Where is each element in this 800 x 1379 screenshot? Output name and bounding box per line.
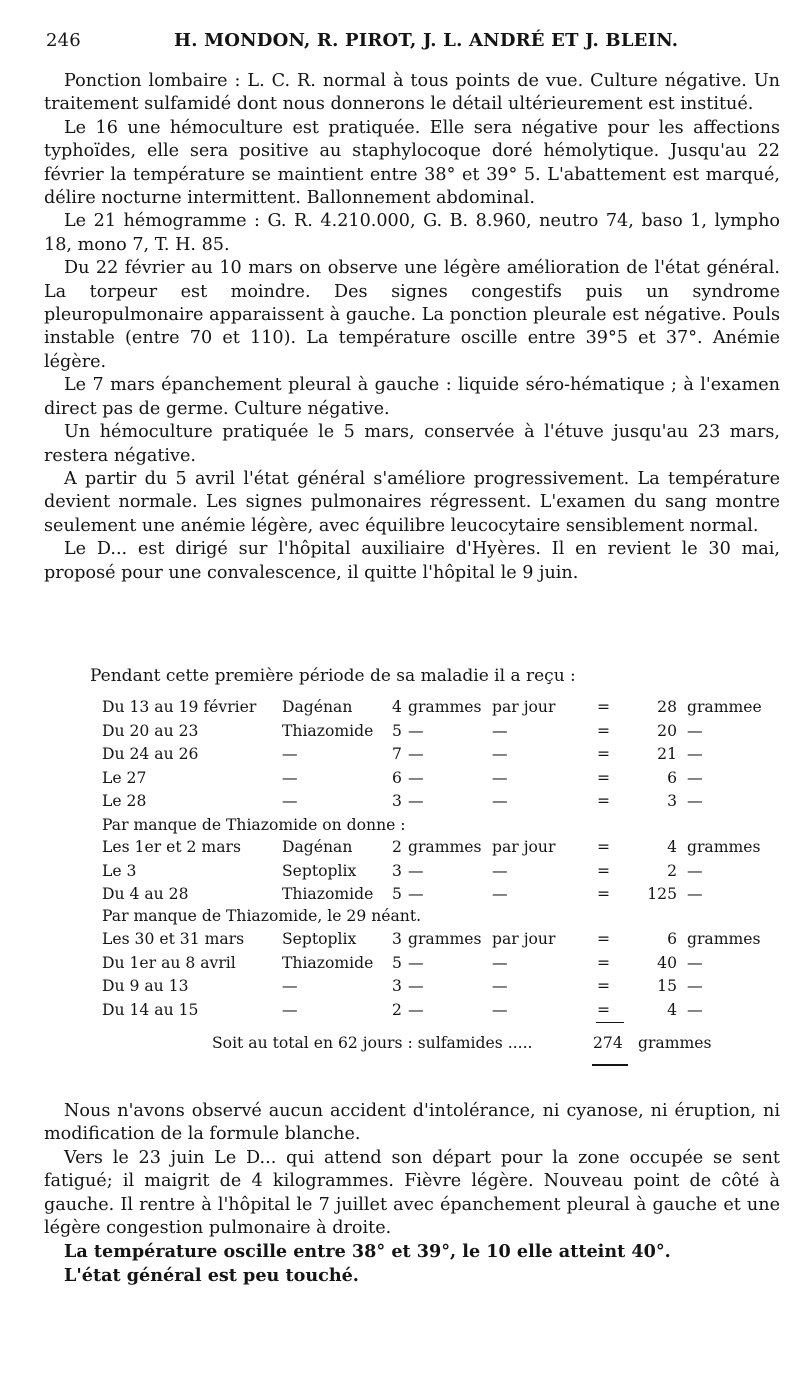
dosage-per-day: — [492, 861, 508, 880]
dosage-total-unit: — [687, 1000, 703, 1019]
dosage-per-day: — [492, 768, 508, 787]
treatment-intro: Pendant cette première période de sa maladie il a reçu : [90, 666, 576, 686]
dosage-unit: — [408, 885, 424, 903]
dosage-grams: 4 [392, 698, 402, 716]
dosage-equals: = [597, 838, 611, 856]
paragraph: Un hémoculture pratiquée le 5 mars, conservée à l'étuve jusqu'au 23 mars, restera négative. [44, 422, 780, 466]
dosage-grams: 6 [392, 768, 402, 787]
dosage-total: 20 [657, 721, 677, 740]
dosage-unit: grammes [408, 698, 482, 716]
dosage-equals: = [597, 698, 611, 716]
treatment-note: Par manque de Thiazomide on donne : [102, 816, 406, 834]
paragraph: Du 22 février au 10 mars on observe une légère amélioration de l'état général. La torpeur est moindre. Des signes congestifs puis un syndrome pleuropulmonaire apparaissent à gauche. La ponction pleurale est négative. Pouls instable (entre 70 et 110). La température oscille entre 39°5 et 37°. Anémie légère. [44, 258, 780, 372]
page-number: 246 [46, 30, 81, 51]
dosage-total-unit: grammes [687, 930, 761, 948]
dosage-equals: = [597, 930, 611, 948]
dosage-grams: 2 [392, 1000, 402, 1019]
dosage-total: 6 [667, 930, 677, 948]
dosage-equals: = [597, 861, 611, 880]
dosage-unit: — [408, 768, 424, 787]
paragraph: La température oscille entre 38° et 39°, le 10 elle atteint 40°. [64, 1241, 671, 1263]
dosage-per-day: par jour [492, 698, 556, 716]
dosage-unit: grammes [408, 838, 482, 856]
sum-rule [596, 1022, 624, 1023]
dosage-unit: — [408, 977, 424, 995]
dosage-grams: 3 [392, 977, 402, 995]
dosage-drug: — [282, 977, 298, 995]
dosage-drug: Dagénan [282, 838, 353, 856]
dosage-drug: — [282, 792, 298, 810]
dosage-equals: = [597, 977, 611, 995]
dosage-unit: — [408, 745, 424, 763]
dosage-total: 21 [657, 745, 677, 763]
dosage-date: Du 24 au 26 [102, 745, 199, 763]
paragraph: Vers le 23 juin Le D... qui attend son départ pour la zone occupée se sent fatigué; il maigrit de 4 kilogrammes. Fièvre légère. Nouveau point de côté à gauche. Il rentre à l'hôpital le 7 juillet avec épanchement pleural à gauche et une légère congestion pulmonaire à droite. [44, 1147, 780, 1239]
dosage-drug: Thiazomide [282, 953, 374, 972]
paragraph: L'état général est peu touché. [64, 1264, 359, 1286]
dosage-total: 4 [667, 838, 677, 856]
dosage-date: Du 20 au 23 [102, 721, 199, 740]
dosage-date: Du 9 au 13 [102, 977, 189, 995]
dosage-total-unit: — [687, 768, 703, 787]
page-header [46, 30, 760, 58]
dosage-per-day: — [492, 885, 508, 903]
dosage-grams: 5 [392, 721, 402, 740]
dosage-drug: Septoplix [282, 930, 357, 948]
dosage-total-unit: — [687, 977, 703, 995]
dosage-total: 28 [657, 698, 677, 716]
dosage-date: Du 1er au 8 avril [102, 953, 236, 972]
dosage-per-day: — [492, 953, 508, 972]
dosage-date: Du 13 au 19 février [102, 698, 257, 716]
dosage-drug: — [282, 1000, 298, 1019]
dosage-date: Les 30 et 31 mars [102, 930, 245, 948]
dosage-equals: = [597, 885, 611, 903]
dosage-per-day: — [492, 745, 508, 763]
running-title: H. MONDON, R. PIROT, J. L. ANDRÉ ET J. BLEIN. [174, 30, 679, 51]
dosage-per-day: — [492, 792, 508, 810]
dosage-drug: — [282, 745, 298, 763]
dosage-per-day: par jour [492, 930, 556, 948]
dosage-per-day: — [492, 721, 508, 740]
dosage-total-unit: grammes [687, 838, 761, 856]
dosage-unit: — [408, 721, 424, 740]
paragraph: A partir du 5 avril l'état général s'améliore progressivement. La température devient normale. Les signes pulmonaires régressent. L'examen du sang montre seulement une anémie légère, avec équilibre leucocytaire sensiblement normal. [44, 468, 780, 536]
dosage-equals: = [597, 745, 611, 763]
dosage-per-day: — [492, 977, 508, 995]
dosage-unit: — [408, 953, 424, 972]
dosage-date: Le 28 [102, 792, 147, 810]
paragraph: Le D... est dirigé sur l'hôpital auxiliaire d'Hyères. Il en revient le 30 mai, proposé pour une convalescence, il quitte l'hôpital le 9 juin. [44, 539, 780, 583]
treatment-note: Par manque de Thiazomide, le 29 néant. [102, 907, 422, 925]
dosage-date: Les 1er et 2 mars [102, 838, 241, 856]
dosage-drug: Dagénan [282, 698, 353, 716]
paragraph: Le 16 une hémoculture est pratiquée. Elle sera négative pour les affections typhoïdes, elle sera positive au staphylocoque doré hémolytique. Jusqu'au 22 février la température se maintient entre 38° et 39° 5. L'abattement est marqué, délire nocturne intermittent. Ballonnement abdominal. [44, 117, 780, 209]
dosage-unit: — [408, 1000, 424, 1019]
dosage-total: 3 [667, 792, 677, 810]
dosage-per-day: par jour [492, 838, 556, 856]
dosage-grams: 3 [392, 930, 402, 948]
dosage-drug: Septoplix [282, 861, 357, 880]
dosage-total-unit: — [687, 792, 703, 810]
paragraph: Ponction lombaire : L. C. R. normal à tous points de vue. Culture négative. Un traitement sulfamidé dont nous donnerons le détail ultérieurement est institué. [44, 71, 780, 115]
dosage-total-unit: — [687, 861, 703, 880]
dosage-date: Le 3 [102, 861, 137, 880]
dosage-total: 6 [667, 768, 677, 787]
dosage-total: 2 [667, 861, 677, 880]
dosage-equals: = [597, 1000, 611, 1019]
total-unit: grammes [638, 1034, 712, 1052]
dosage-date: Le 27 [102, 768, 147, 787]
dosage-date: Du 14 au 15 [102, 1000, 199, 1019]
dosage-grams: 5 [392, 953, 402, 972]
dosage-total-unit: — [687, 745, 703, 763]
dosage-grams: 5 [392, 885, 402, 903]
paragraph: Le 21 hémogramme : G. R. 4.210.000, G. B. 8.960, neutro 74, baso 1, lympho 18, mono 7, T. H. 85. [44, 211, 780, 255]
paragraph: Nous n'avons observé aucun accident d'intolérance, ni cyanose, ni éruption, ni modification de la formule blanche. [44, 1101, 780, 1145]
dosage-total-unit: grammee [687, 698, 762, 716]
case-narrative [44, 70, 780, 585]
dosage-total: 15 [657, 977, 677, 995]
dosage-total: 40 [657, 953, 677, 972]
dosage-grams: 3 [392, 792, 402, 810]
dosage-date: Du 4 au 28 [102, 885, 189, 903]
dosage-total: 125 [647, 885, 677, 903]
dosage-total-unit: — [687, 953, 703, 972]
total-underline [592, 1064, 628, 1066]
dosage-grams: 2 [392, 838, 402, 856]
paragraph: Le 7 mars épanchement pleural à gauche : liquide séro-hématique ; à l'examen direct pas de germe. Culture négative. [44, 375, 780, 419]
dosage-drug: Thiazomide [282, 721, 374, 740]
dosage-drug: — [282, 768, 298, 787]
dosage-unit: grammes [408, 930, 482, 948]
dosage-unit: — [408, 792, 424, 810]
dosage-total-unit: — [687, 721, 703, 740]
dosage-grams: 7 [392, 745, 402, 763]
dosage-equals: = [597, 768, 611, 787]
total-label: Soit au total en 62 jours : sulfamides ..... [212, 1034, 533, 1052]
dosage-equals: = [597, 721, 611, 740]
dosage-unit: — [408, 861, 424, 880]
dosage-equals: = [597, 953, 611, 972]
total-value: 274 [593, 1034, 623, 1052]
dosage-equals: = [597, 792, 611, 810]
dosage-drug: Thiazomide [282, 885, 374, 903]
dosage-total: 4 [667, 1000, 677, 1019]
treatment-total [212, 1034, 712, 1052]
case-narrative-continued [44, 1100, 780, 1287]
dosage-grams: 3 [392, 861, 402, 880]
dosage-per-day: — [492, 1000, 508, 1019]
dosage-total-unit: — [687, 885, 703, 903]
